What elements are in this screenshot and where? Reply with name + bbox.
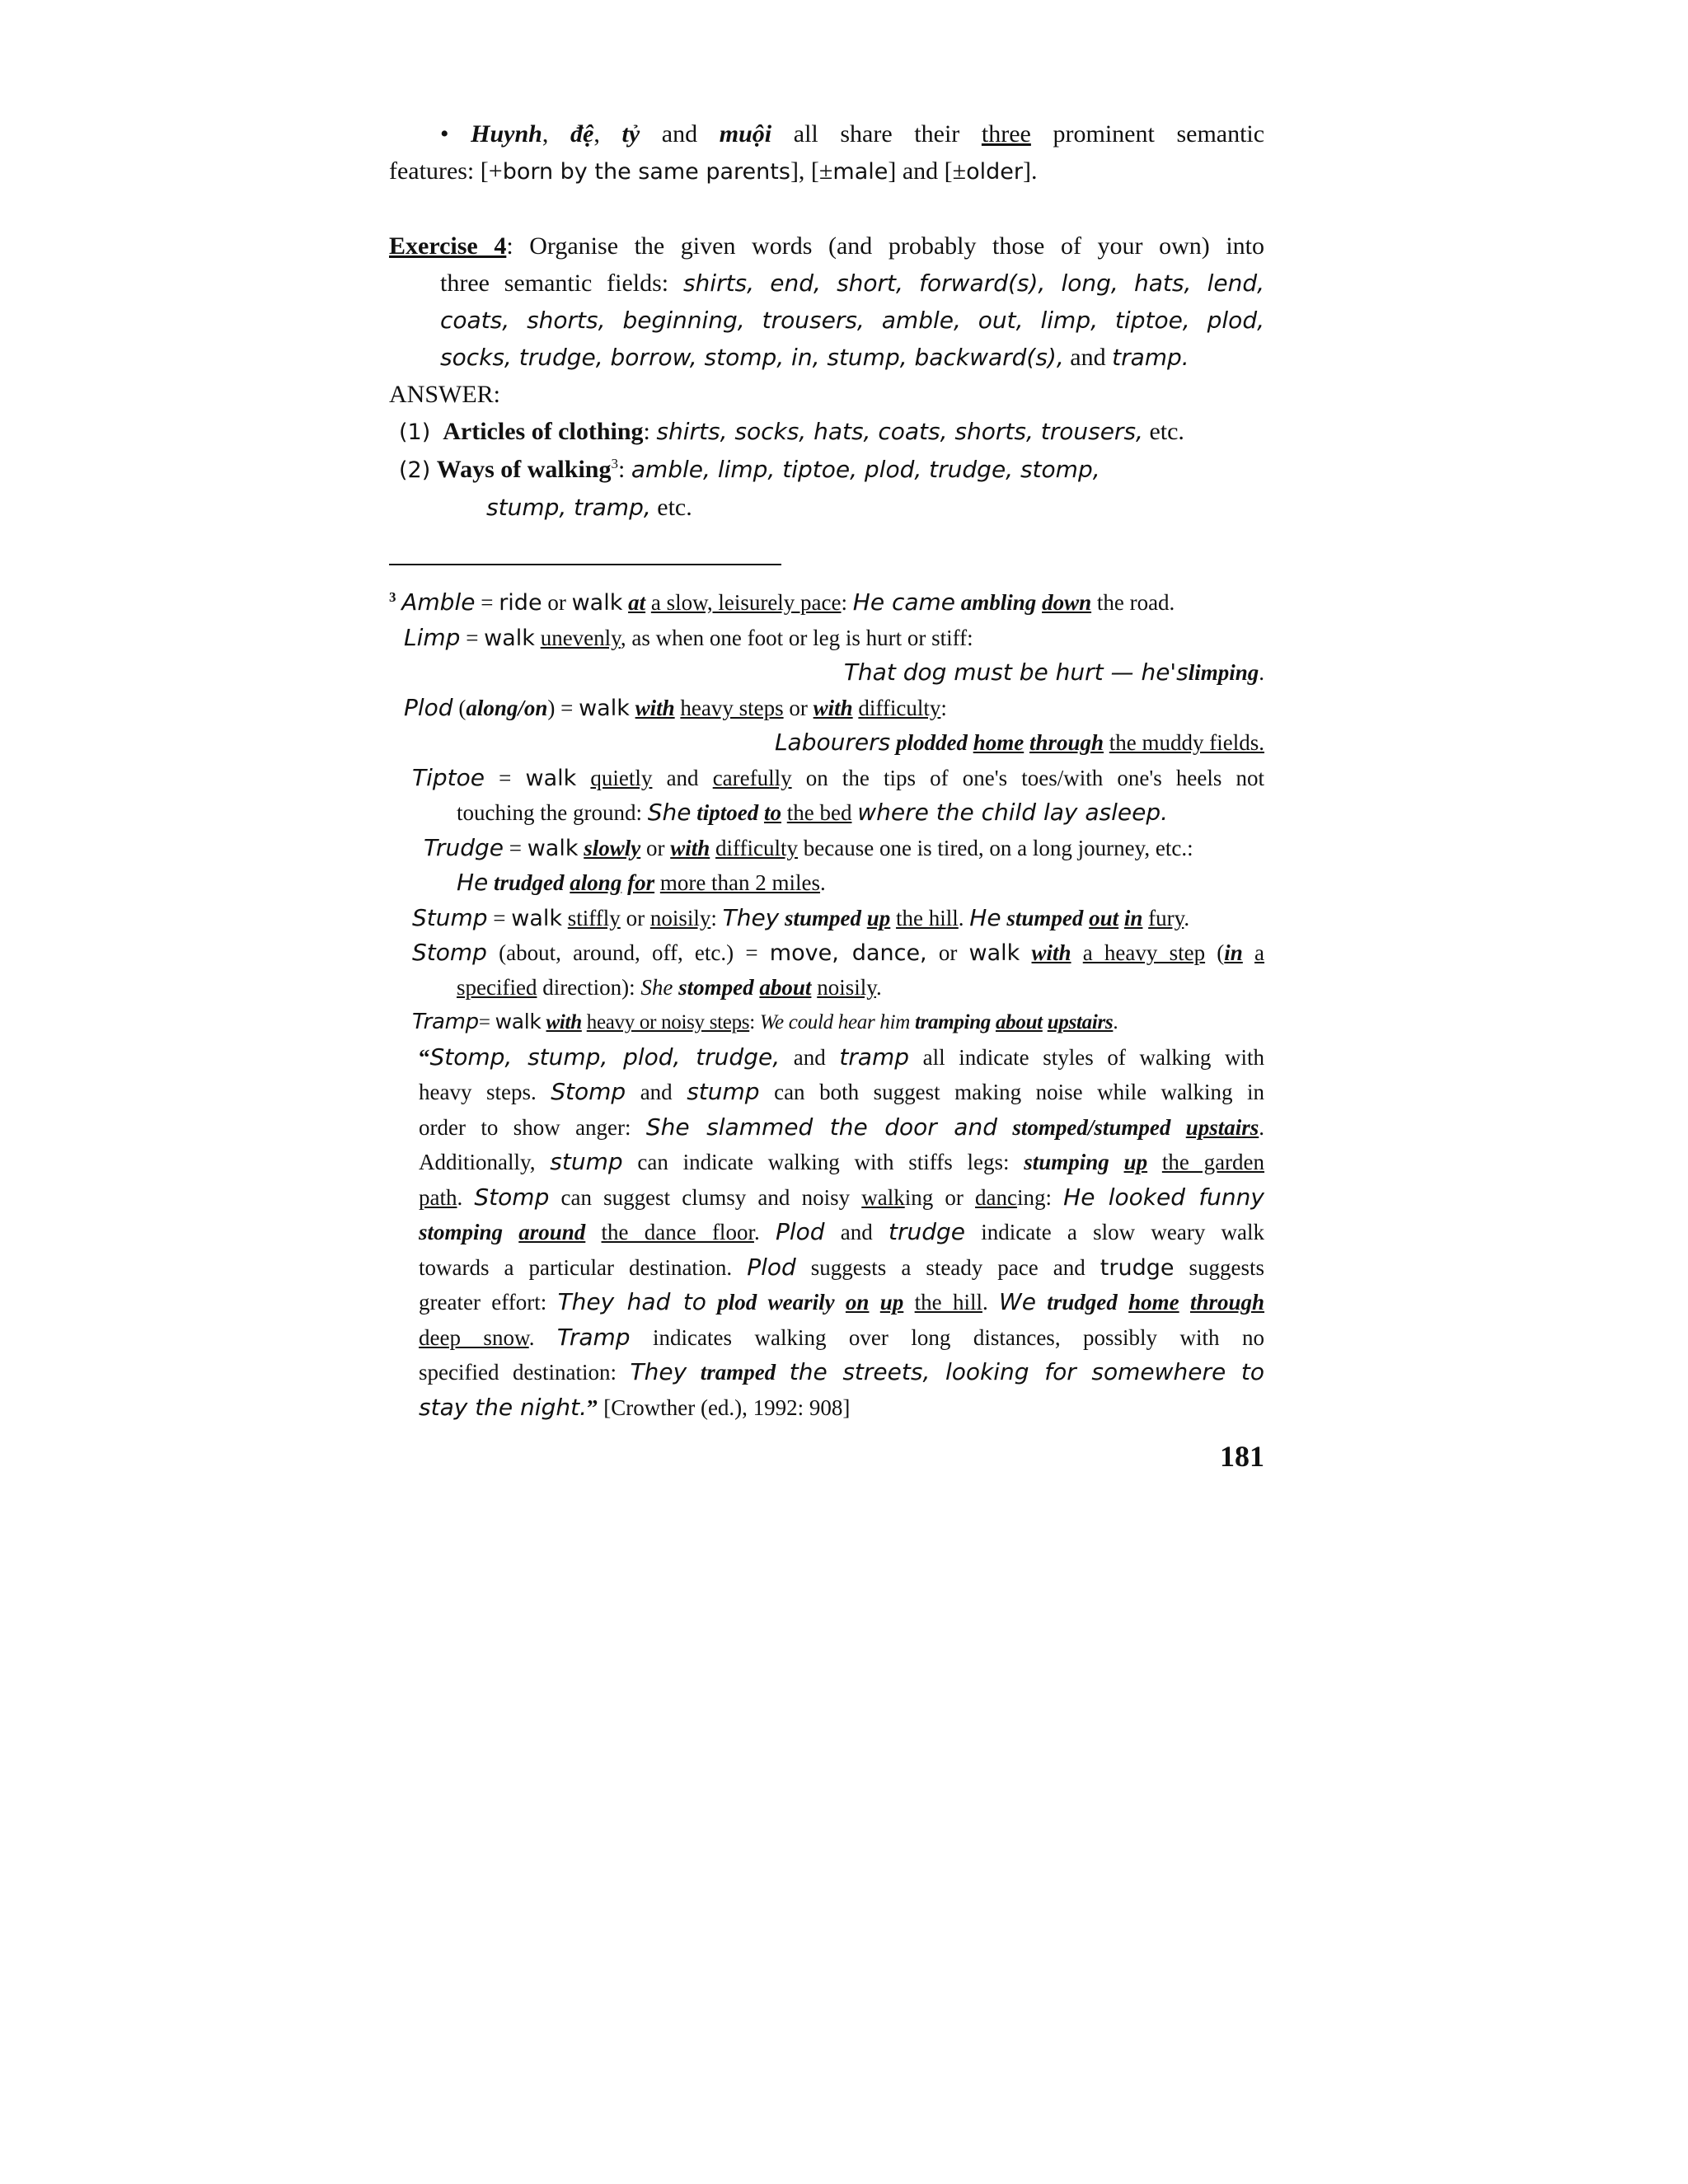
quote-line-9: deep snow. Tramp indicates walking over long distances, possibly with no: [419, 1323, 1264, 1351]
footnote-tiptoe-cont: touching the ground: She tiptoed to the bed where the child lay asleep.: [457, 799, 1169, 826]
intro-line-2: features: [+born by the same parents], [±male] and [±older].: [389, 157, 1038, 185]
answer-item-1: (1) Articles of clothing: shirts, socks, hats, coats, shorts, trousers, etc.: [399, 418, 1184, 445]
term-de: đệ: [570, 120, 594, 148]
intro-line-1: • Huynh, đệ, tỷ and muội all share their three prominent semantic: [440, 120, 1265, 148]
answer-item-1-title: Articles of clothing: [443, 418, 644, 445]
answer-item-2-title: Ways of walking: [436, 456, 612, 483]
exercise-block: [389, 227, 1264, 376]
footnote-trudge: Trudge = walk slowly or with difficulty because one is tired, on a long journey, etc.:: [424, 833, 1193, 861]
footnote-plod-example: Labourers plodded home through the muddy fields.: [774, 729, 1264, 756]
quote-line-8: greater effort: They had to plod wearily on up the hill. We trudged home through: [419, 1288, 1265, 1315]
footnote: [389, 585, 1264, 1425]
quote-line-4: Additionally, stump can indicate walking with stiffs legs: stumping up the garden: [419, 1148, 1265, 1175]
quote-line-10: specified destination: They tramped the streets, looking for somewhere to: [419, 1358, 1265, 1385]
footnote-stomp-cont: specified direction): She stomped about noisily.: [457, 974, 882, 1000]
footnote-stump: Stump = walk stiffly or noisily: They stumped up the hill. He stumped out in fury.: [412, 903, 1190, 931]
footnote-limp: Limp = walk unevenly, as when one foot or leg is hurt or stiff:: [404, 623, 973, 651]
footnote-quote: [389, 1040, 1264, 1426]
quote-line-2: heavy steps. Stomp and stump can both suggest making noise while walking in: [419, 1078, 1265, 1105]
bullet: •: [440, 120, 449, 148]
answer-item-2-cont: stump, tramp, etc.: [486, 494, 692, 521]
term-muoi: muội: [719, 120, 772, 148]
feature-born: born by the same parents: [502, 159, 790, 185]
footnote-rule: [389, 564, 781, 565]
footnote-limp-example: That dog must be hurt — he'slimping.: [843, 658, 1264, 686]
quote-line-1: “Stomp, stump, plod, trudge, and tramp all indicate styles of walking with: [419, 1043, 1265, 1071]
footnote-trudge-example: He trudged along for more than 2 miles.: [457, 869, 826, 896]
quote-line-6: stomping around the dance floor. Plod and trudge indicate a slow weary walk: [419, 1218, 1265, 1245]
quote-line-3: order to show anger: She slammed the door and stomped/stumped upstairs.: [419, 1113, 1265, 1141]
footnote-plod: Plod (along/on) = walk with heavy steps or with difficulty:: [404, 693, 947, 721]
exercise-line-3: [389, 302, 1264, 339]
exercise-label: Exercise 4: [389, 232, 507, 260]
page-number: 181: [1220, 1440, 1264, 1473]
term-huynh: Huynh: [471, 120, 542, 148]
term-ty: tỷ: [621, 120, 640, 148]
footnote-ref: 3: [611, 456, 618, 471]
citation: [Crowther (ed.), 1992: 908]: [603, 1394, 851, 1420]
quote-line-5: path. Stomp can suggest clumsy and noisy walking or dancing: He looked funny: [419, 1183, 1264, 1211]
quote-line-7: towards a particular destination. Plod suggests a steady pace and trudge suggests: [419, 1253, 1265, 1281]
exercise-line-2: three semantic fields: shirts, end, short, forward(s), long, hats, lend,: [440, 269, 1264, 297]
footnote-tiptoe: Tiptoe = walk quietly and carefully on the tips of one's toes/with one's heels not: [412, 763, 1265, 791]
feature-male: male: [832, 159, 889, 185]
footnote-amble: $^3$ Amble = ride or walk at a slow, leisurely pace: He came ambling down the road.: [389, 588, 1175, 616]
footnote-stomp: Stomp (about, around, off, etc.) = move, dance, or walk with a heavy step (in a: [412, 939, 1265, 966]
quote-line-11: stay the night.” [Crowther (ed.), 1992: 908]: [419, 1393, 851, 1421]
underlined-three: three: [981, 120, 1031, 148]
exercise-line-4: socks, trudge, borrow, stomp, in, stump, backward(s), and tramp.: [440, 344, 1189, 371]
answer-label: ANSWER:: [389, 381, 500, 408]
word-list-3: socks, trudge, borrow, stomp, in, stump, backward(s),: [440, 344, 1064, 371]
exercise-line-1: Exercise 4: Organise the given words (and probably those of your own) into: [389, 232, 1264, 260]
word-list-2: coats, shorts, beginning, trousers, amble, out, limp, tiptoe, plod,: [440, 307, 1264, 334]
answer-item-2: (2) Ways of walking$^3$: amble, limp, tiptoe, plod, trudge, stomp,: [399, 456, 1100, 483]
feature-older: older: [966, 159, 1023, 185]
page: [389, 115, 1264, 1475]
footnote-tramp: Tramp= walk with heavy or noisy steps: We could hear him tramping about upstairs.: [412, 1010, 1118, 1034]
word-list-1: shirts, end, short, forward(s), long, hats, lend,: [682, 269, 1264, 297]
